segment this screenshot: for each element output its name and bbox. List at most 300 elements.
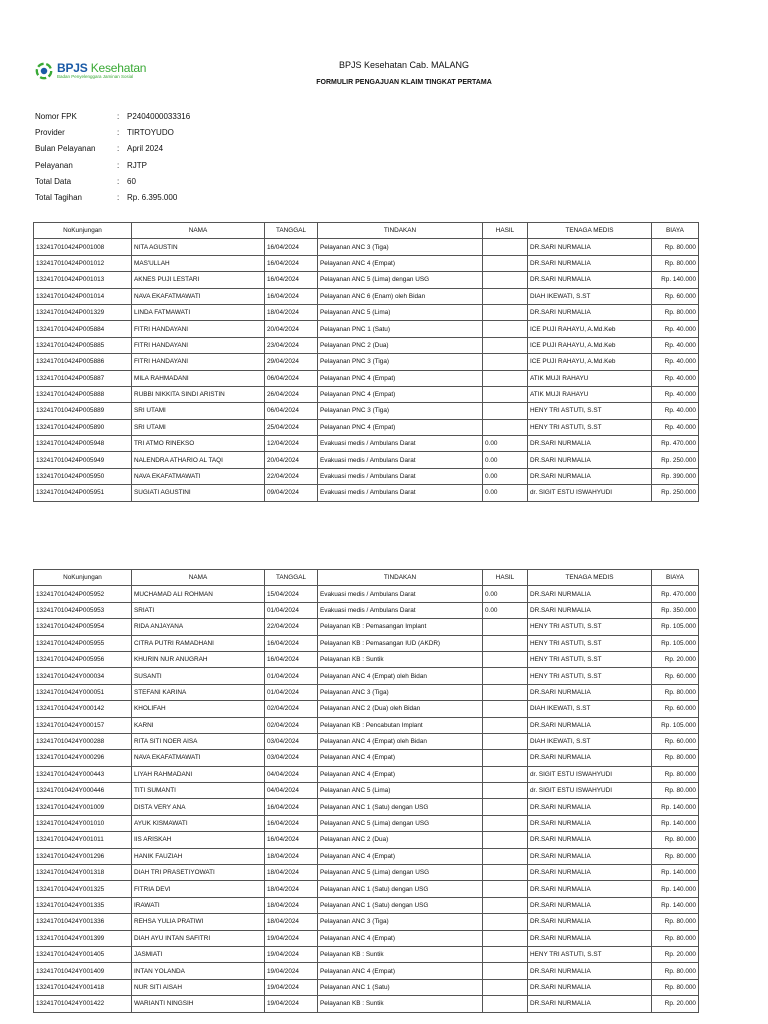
cell-service-date: 04/04/2024 [265, 783, 318, 799]
cell-service-date: 19/04/2024 [265, 963, 318, 979]
table-row [34, 946, 699, 962]
cell-medical-staff: ICE PUJI RAHAYU, A.Md.Keb [528, 337, 652, 353]
table-row [34, 370, 699, 386]
table-row [34, 304, 699, 320]
cell-medical-staff: DIAH IKEWATI, S.ST [528, 701, 652, 717]
cell-cost: Rp. 40.000 [652, 321, 699, 337]
cell-procedure: Pelayanan ANC 1 (Satu) dengan USG [318, 881, 483, 897]
cell-procedure: Pelayanan ANC 4 (Empat) [318, 930, 483, 946]
cell-result [483, 865, 528, 881]
cell-procedure: Pelayanan ANC 3 (Tiga) [318, 239, 483, 255]
cell-patient-name: JASMIATI [132, 946, 265, 962]
cell-patient-name: NAVA EKAFATMAWATI [132, 288, 265, 304]
meta-value: TIRTOYUDO [127, 127, 174, 137]
table-row [34, 848, 699, 864]
cell-result [483, 337, 528, 353]
cell-visit-number: 132417010424P005886 [34, 354, 132, 370]
cell-service-date: 19/04/2024 [265, 946, 318, 962]
table-row [34, 321, 699, 337]
cell-service-date: 03/04/2024 [265, 750, 318, 766]
cell-patient-name: NITA AGUSTIN [132, 239, 265, 255]
table-row [34, 766, 699, 782]
table-row [34, 468, 699, 484]
cell-service-date: 18/04/2024 [265, 865, 318, 881]
cell-visit-number: 132417010424Y000034 [34, 668, 132, 684]
cell-procedure: Pelayanan ANC 5 (Lima) [318, 783, 483, 799]
cell-patient-name: FITRI HANDAYANI [132, 337, 265, 353]
table-row [34, 602, 699, 618]
cell-service-date: 12/04/2024 [265, 436, 318, 452]
column-header-service-date: TANGGAL [265, 570, 318, 586]
cell-service-date: 25/04/2024 [265, 419, 318, 435]
cell-service-date: 03/04/2024 [265, 733, 318, 749]
cell-patient-name: DISTA VERY ANA [132, 799, 265, 815]
cell-service-date: 16/04/2024 [265, 272, 318, 288]
column-header-cost: BIAYA [652, 223, 699, 239]
table-row [34, 684, 699, 700]
cell-medical-staff: DR.SARI NURMALIA [528, 799, 652, 815]
cell-result [483, 272, 528, 288]
cell-patient-name: TITI SUMANTI [132, 783, 265, 799]
table-row [34, 288, 699, 304]
cell-cost: Rp. 80.000 [652, 304, 699, 320]
cell-patient-name: INTAN YOLANDA [132, 963, 265, 979]
cell-result: 0.00 [483, 436, 528, 452]
cell-procedure: Evakuasi medis / Ambulans Darat [318, 602, 483, 618]
cell-medical-staff: DR.SARI NURMALIA [528, 832, 652, 848]
table-row [34, 799, 699, 815]
cell-result [483, 963, 528, 979]
cell-service-date: 26/04/2024 [265, 386, 318, 402]
table-row [34, 337, 699, 353]
cell-patient-name: REHSA YULIA PRATIWI [132, 914, 265, 930]
meta-label: Provider [35, 127, 65, 137]
cell-service-date: 09/04/2024 [265, 485, 318, 501]
cell-visit-number: 132417010424P005885 [34, 337, 132, 353]
cell-visit-number: 132417010424P005955 [34, 635, 132, 651]
cell-medical-staff: ICE PUJI RAHAYU, A.Md.Keb [528, 321, 652, 337]
table-header-row [34, 223, 699, 239]
cell-result [483, 701, 528, 717]
cell-procedure: Pelayanan KB : Pemasangan IUD (AKDR) [318, 635, 483, 651]
cell-medical-staff: DR.SARI NURMALIA [528, 272, 652, 288]
cell-service-date: 06/04/2024 [265, 370, 318, 386]
cell-result [483, 668, 528, 684]
meta-label: Pelayanan [35, 160, 73, 170]
meta-sep: : [117, 160, 120, 170]
cell-medical-staff: DR.SARI NURMALIA [528, 815, 652, 831]
cell-procedure: Pelayanan ANC 1 (Satu) dengan USG [318, 897, 483, 913]
cell-procedure: Evakuasi medis / Ambulans Darat [318, 586, 483, 602]
cell-visit-number: 132417010424P005952 [34, 586, 132, 602]
cell-medical-staff: DR.SARI NURMALIA [528, 979, 652, 995]
cell-cost: Rp. 80.000 [652, 750, 699, 766]
cell-medical-staff: HENY TRI ASTUTI, S.ST [528, 403, 652, 419]
cell-service-date: 16/04/2024 [265, 635, 318, 651]
cell-procedure: Evakuasi medis / Ambulans Darat [318, 485, 483, 501]
meta-sep: : [117, 111, 120, 121]
cell-cost: Rp. 40.000 [652, 354, 699, 370]
cell-visit-number: 132417010424P001012 [34, 255, 132, 271]
column-header-result: HASIL [483, 570, 528, 586]
cell-result [483, 766, 528, 782]
cell-visit-number: 132417010424Y001296 [34, 848, 132, 864]
cell-patient-name: NUR SITI AISAH [132, 979, 265, 995]
cell-patient-name: SUSANTI [132, 668, 265, 684]
table-row [34, 452, 699, 468]
cell-medical-staff: DR.SARI NURMALIA [528, 717, 652, 733]
cell-cost: Rp. 40.000 [652, 337, 699, 353]
cell-result [483, 733, 528, 749]
cell-medical-staff: DR.SARI NURMALIA [528, 239, 652, 255]
cell-procedure: Pelayanan PNC 4 (Empat) [318, 370, 483, 386]
table-row [34, 403, 699, 419]
cell-patient-name: SRIATI [132, 602, 265, 618]
cell-medical-staff: dr. SIGIT ESTU ISWAHYUDI [528, 766, 652, 782]
cell-result [483, 897, 528, 913]
cell-procedure: Pelayanan ANC 1 (Satu) dengan USG [318, 799, 483, 815]
table-row [34, 651, 699, 667]
meta-row [35, 108, 190, 124]
cell-result [483, 996, 528, 1012]
table-row [34, 783, 699, 799]
cell-result [483, 288, 528, 304]
cell-procedure: Evakuasi medis / Ambulans Darat [318, 436, 483, 452]
claim-table-2 [33, 569, 699, 1013]
cell-result [483, 321, 528, 337]
table-row [34, 354, 699, 370]
cell-patient-name: STEFANI KARINA [132, 684, 265, 700]
cell-visit-number: 132417010424Y000443 [34, 766, 132, 782]
office-title: BPJS Kesehatan Cab. MALANG [338, 60, 470, 70]
table-row [34, 865, 699, 881]
cell-visit-number: 132417010424P005953 [34, 602, 132, 618]
cell-medical-staff: dr. SIGIT ESTU ISWAHYUDI [528, 485, 652, 501]
cell-patient-name: MUCHAMAD ALI ROHMAN [132, 586, 265, 602]
cell-medical-staff: DR.SARI NURMALIA [528, 930, 652, 946]
meta-sep: : [117, 127, 120, 137]
cell-procedure: Pelayanan ANC 5 (Lima) dengan USG [318, 865, 483, 881]
cell-result [483, 914, 528, 930]
cell-service-date: 22/04/2024 [265, 468, 318, 484]
cell-patient-name: FITRI HANDAYANI [132, 354, 265, 370]
cell-medical-staff: DR.SARI NURMALIA [528, 684, 652, 700]
cell-patient-name: KHURIN NUR ANUGRAH [132, 651, 265, 667]
cell-cost: Rp. 80.000 [652, 766, 699, 782]
cell-cost: Rp. 140.000 [652, 272, 699, 288]
cell-result [483, 750, 528, 766]
cell-service-date: 23/04/2024 [265, 337, 318, 353]
cell-cost: Rp. 80.000 [652, 914, 699, 930]
cell-procedure: Pelayanan ANC 4 (Empat) oleh Bidan [318, 733, 483, 749]
cell-result [483, 684, 528, 700]
cell-medical-staff: ATIK MUJI RAHAYU [528, 370, 652, 386]
cell-visit-number: 132417010424P005951 [34, 485, 132, 501]
column-header-service-date: TANGGAL [265, 223, 318, 239]
table-row [34, 255, 699, 271]
cell-procedure: Pelayanan ANC 4 (Empat) [318, 255, 483, 271]
cell-cost: Rp. 140.000 [652, 897, 699, 913]
cell-result [483, 799, 528, 815]
cell-visit-number: 132417010424Y001405 [34, 946, 132, 962]
table-row [34, 635, 699, 651]
cell-procedure: Pelayanan ANC 3 (Tiga) [318, 684, 483, 700]
cell-patient-name: LINDA FATMAWATI [132, 304, 265, 320]
cell-visit-number: 132417010424P005950 [34, 468, 132, 484]
cell-patient-name: MAS'ULLAH [132, 255, 265, 271]
cell-service-date: 04/04/2024 [265, 766, 318, 782]
cell-procedure: Pelayanan KB : Suntik [318, 946, 483, 962]
cell-visit-number: 132417010424P005884 [34, 321, 132, 337]
cell-medical-staff: HENY TRI ASTUTI, S.ST [528, 635, 652, 651]
column-header-result: HASIL [483, 223, 528, 239]
cell-result: 0.00 [483, 586, 528, 602]
cell-service-date: 18/04/2024 [265, 304, 318, 320]
cell-service-date: 20/04/2024 [265, 452, 318, 468]
cell-cost: Rp. 40.000 [652, 386, 699, 402]
cell-cost: Rp. 80.000 [652, 239, 699, 255]
cell-cost: Rp. 250.000 [652, 485, 699, 501]
cell-medical-staff: ICE PUJI RAHAYU, A.Md.Keb [528, 354, 652, 370]
cell-cost: Rp. 80.000 [652, 255, 699, 271]
cell-medical-staff: DR.SARI NURMALIA [528, 452, 652, 468]
column-header-patient-name: NAMA [132, 223, 265, 239]
cell-medical-staff: DR.SARI NURMALIA [528, 897, 652, 913]
cell-result [483, 930, 528, 946]
cell-patient-name: SRI UTAMI [132, 403, 265, 419]
cell-result [483, 370, 528, 386]
meta-row [35, 173, 190, 189]
cell-cost: Rp. 40.000 [652, 403, 699, 419]
cell-cost: Rp. 470.000 [652, 436, 699, 452]
column-header-patient-name: NAMA [132, 570, 265, 586]
cell-procedure: Pelayanan PNC 3 (Tiga) [318, 354, 483, 370]
cell-cost: Rp. 105.000 [652, 717, 699, 733]
meta-row [35, 141, 190, 157]
cell-procedure: Pelayanan ANC 2 (Dua) [318, 832, 483, 848]
cell-cost: Rp. 80.000 [652, 963, 699, 979]
table-row [34, 815, 699, 831]
cell-patient-name: NAVA EKAFATMAWATI [132, 750, 265, 766]
cell-medical-staff: DR.SARI NURMALIA [528, 848, 652, 864]
cell-procedure: Pelayanan ANC 5 (Lima) [318, 304, 483, 320]
cell-procedure: Pelayanan PNC 4 (Empat) [318, 386, 483, 402]
cell-visit-number: 132417010424P005887 [34, 370, 132, 386]
meta-row [35, 157, 190, 173]
cell-cost: Rp. 350.000 [652, 602, 699, 618]
cell-visit-number: 132417010424P005948 [34, 436, 132, 452]
cell-medical-staff: HENY TRI ASTUTI, S.ST [528, 946, 652, 962]
cell-medical-staff: HENY TRI ASTUTI, S.ST [528, 419, 652, 435]
cell-medical-staff: DR.SARI NURMALIA [528, 586, 652, 602]
cell-medical-staff: DR.SARI NURMALIA [528, 602, 652, 618]
cell-patient-name: LIYAH RAHMADANI [132, 766, 265, 782]
cell-visit-number: 132417010424Y001399 [34, 930, 132, 946]
meta-value: 60 [127, 176, 136, 186]
cell-result [483, 946, 528, 962]
cell-cost: Rp. 60.000 [652, 288, 699, 304]
cell-result: 0.00 [483, 468, 528, 484]
cell-service-date: 06/04/2024 [265, 403, 318, 419]
table-row [34, 979, 699, 995]
cell-medical-staff: DR.SARI NURMALIA [528, 865, 652, 881]
meta-label: Total Tagihan [35, 193, 82, 203]
cell-result [483, 619, 528, 635]
cell-cost: Rp. 390.000 [652, 468, 699, 484]
cell-medical-staff: DR.SARI NURMALIA [528, 996, 652, 1012]
cell-patient-name: KHOLIFAH [132, 701, 265, 717]
cell-result [483, 651, 528, 667]
cell-medical-staff: DR.SARI NURMALIA [528, 468, 652, 484]
cell-result [483, 979, 528, 995]
column-header-visit-number: NoKunjungan [34, 570, 132, 586]
cell-cost: Rp. 60.000 [652, 668, 699, 684]
cell-result [483, 354, 528, 370]
cell-service-date: 01/04/2024 [265, 668, 318, 684]
cell-procedure: Pelayanan PNC 4 (Empat) [318, 419, 483, 435]
meta-row [35, 189, 190, 205]
cell-procedure: Pelayanan PNC 3 (Tiga) [318, 403, 483, 419]
cell-medical-staff: DR.SARI NURMALIA [528, 436, 652, 452]
logo-tagline: Badan Penyelenggara Jaminan Sosial [57, 74, 134, 80]
cell-result [483, 239, 528, 255]
cell-patient-name: IRAWATI [132, 897, 265, 913]
cell-cost: Rp. 60.000 [652, 701, 699, 717]
table-row [34, 881, 699, 897]
cell-visit-number: 132417010424P001008 [34, 239, 132, 255]
meta-row [35, 124, 190, 140]
table-row [34, 832, 699, 848]
cell-patient-name: DIAH TRI PRASETIYOWATI [132, 865, 265, 881]
cell-patient-name: NAVA EKAFATMAWATI [132, 468, 265, 484]
cell-result [483, 848, 528, 864]
cell-cost: Rp. 140.000 [652, 865, 699, 881]
cell-cost: Rp. 105.000 [652, 619, 699, 635]
cell-patient-name: RUBBI NIKKITA SINDI ARISTIN [132, 386, 265, 402]
cell-medical-staff: DR.SARI NURMALIA [528, 255, 652, 271]
cell-visit-number: 132417010424Y001335 [34, 897, 132, 913]
cell-cost: Rp. 250.000 [652, 452, 699, 468]
cell-procedure: Pelayanan ANC 3 (Tiga) [318, 914, 483, 930]
cell-visit-number: 132417010424P005890 [34, 419, 132, 435]
cell-patient-name: FITRIA DEVI [132, 881, 265, 897]
cell-visit-number: 132417010424Y000288 [34, 733, 132, 749]
cell-result [483, 386, 528, 402]
cell-service-date: 01/04/2024 [265, 684, 318, 700]
cell-result [483, 304, 528, 320]
cell-patient-name: AYUK KISMAWATI [132, 815, 265, 831]
cell-procedure: Pelayanan KB : Pemasangan Implant [318, 619, 483, 635]
table-row [34, 701, 699, 717]
cell-cost: Rp. 140.000 [652, 799, 699, 815]
table-row [34, 419, 699, 435]
cell-patient-name: HANIK FAUZIAH [132, 848, 265, 864]
cell-visit-number: 132417010424Y001409 [34, 963, 132, 979]
claim-table-1 [33, 222, 699, 502]
cell-result: 0.00 [483, 485, 528, 501]
column-header-procedure: TINDAKAN [318, 223, 483, 239]
cell-cost: Rp. 20.000 [652, 996, 699, 1012]
table-row [34, 619, 699, 635]
cell-service-date: 15/04/2024 [265, 586, 318, 602]
cell-service-date: 02/04/2024 [265, 701, 318, 717]
column-header-medical-staff: TENAGA MEDIS [528, 570, 652, 586]
cell-procedure: Pelayanan ANC 4 (Empat) [318, 963, 483, 979]
table-row [34, 436, 699, 452]
meta-label: Nomor FPK [35, 111, 77, 121]
cell-procedure: Pelayanan ANC 4 (Empat) [318, 766, 483, 782]
cell-service-date: 18/04/2024 [265, 897, 318, 913]
cell-service-date: 16/04/2024 [265, 815, 318, 831]
cell-result [483, 717, 528, 733]
cell-cost: Rp. 40.000 [652, 419, 699, 435]
cell-patient-name: TRI ATMO RINEKSO [132, 436, 265, 452]
cell-visit-number: 132417010424Y000051 [34, 684, 132, 700]
cell-patient-name: KARNI [132, 717, 265, 733]
table-row [34, 914, 699, 930]
cell-result [483, 881, 528, 897]
cell-procedure: Pelayanan ANC 4 (Empat) [318, 848, 483, 864]
cell-medical-staff: DIAH IKEWATI, S.ST [528, 288, 652, 304]
table-row [34, 239, 699, 255]
cell-service-date: 18/04/2024 [265, 914, 318, 930]
cell-service-date: 20/04/2024 [265, 321, 318, 337]
cell-procedure: Pelayanan KB : Pencabutan Implant [318, 717, 483, 733]
column-header-medical-staff: TENAGA MEDIS [528, 223, 652, 239]
cell-medical-staff: HENY TRI ASTUTI, S.ST [528, 668, 652, 684]
cell-cost: Rp. 140.000 [652, 881, 699, 897]
column-header-procedure: TINDAKAN [318, 570, 483, 586]
logo-brand-main: BPJS [57, 61, 88, 76]
cell-result [483, 832, 528, 848]
table-row [34, 717, 699, 733]
cell-visit-number: 132417010424Y000296 [34, 750, 132, 766]
table-row [34, 668, 699, 684]
cell-visit-number: 132417010424Y000157 [34, 717, 132, 733]
cell-cost: Rp. 80.000 [652, 848, 699, 864]
meta-label: Bulan Pelayanan [35, 144, 96, 154]
cell-result [483, 419, 528, 435]
table-row [34, 996, 699, 1012]
cell-patient-name: RITA SITI NOER AISA [132, 733, 265, 749]
cell-patient-name: SUGIATI AGUSTINI [132, 485, 265, 501]
cell-service-date: 16/04/2024 [265, 799, 318, 815]
cell-service-date: 19/04/2024 [265, 979, 318, 995]
table-row [34, 386, 699, 402]
cell-patient-name: RIDA ANJAYANA [132, 619, 265, 635]
cell-visit-number: 132417010424Y001009 [34, 799, 132, 815]
cell-medical-staff: dr. SIGIT ESTU ISWAHYUDI [528, 783, 652, 799]
cell-medical-staff: DR.SARI NURMALIA [528, 750, 652, 766]
table-row [34, 897, 699, 913]
cell-service-date: 16/04/2024 [265, 651, 318, 667]
cell-service-date: 16/04/2024 [265, 255, 318, 271]
cell-service-date: 29/04/2024 [265, 354, 318, 370]
cell-cost: Rp. 80.000 [652, 684, 699, 700]
cell-medical-staff: DIAH IKEWATI, S.ST [528, 733, 652, 749]
table-row [34, 272, 699, 288]
cell-result: 0.00 [483, 602, 528, 618]
cell-medical-staff: DR.SARI NURMALIA [528, 881, 652, 897]
cell-service-date: 02/04/2024 [265, 717, 318, 733]
cell-procedure: Pelayanan PNC 2 (Dua) [318, 337, 483, 353]
cell-procedure: Pelayanan ANC 4 (Empat) [318, 750, 483, 766]
cell-cost: Rp. 80.000 [652, 930, 699, 946]
cell-result [483, 635, 528, 651]
meta-value: RJTP [127, 160, 147, 170]
meta-label: Total Data [35, 176, 72, 186]
cell-cost: Rp. 20.000 [652, 946, 699, 962]
